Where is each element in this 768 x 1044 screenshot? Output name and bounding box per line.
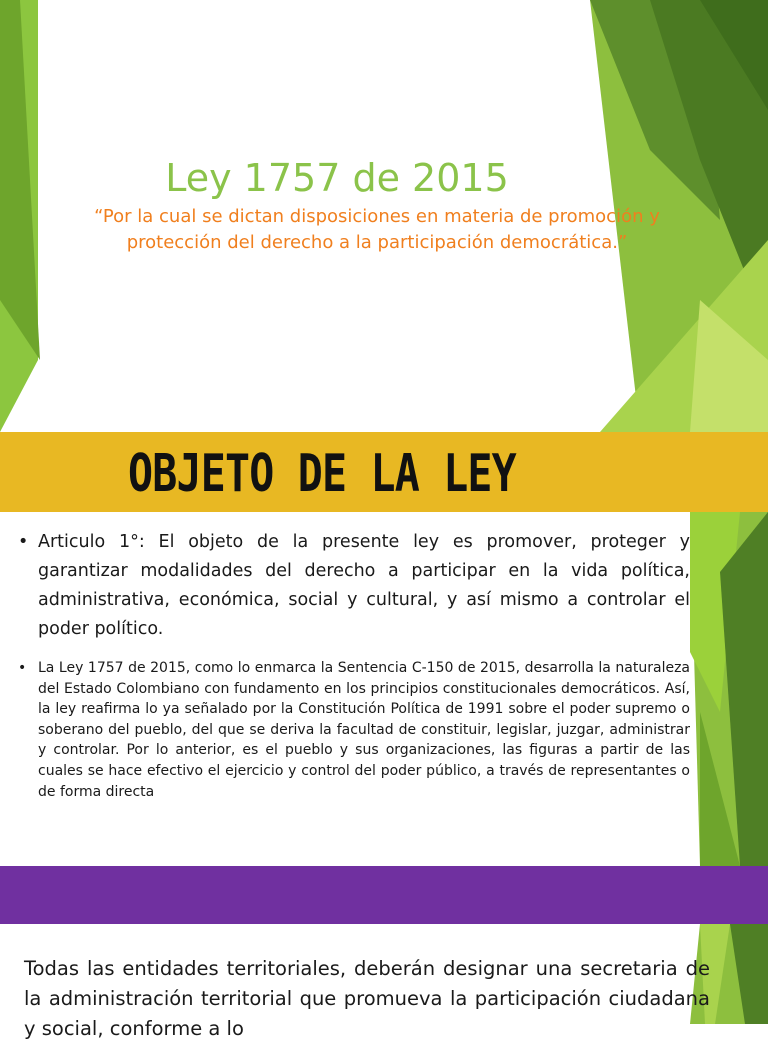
body-text: Todas las entidades territoriales, deberán designar una secretaria de la administración territorial que promueva la participación ciudadana y social, conforme a lo [24, 957, 710, 1040]
bullet-item: • Articulo 1°: El objeto de la presente ley es promover, proteger y garantizar modalidades del derecho a participar en la vida política, administrativa, económica, social y cultural, y así mismo a controlar el poder político. [18, 528, 690, 644]
title-slide [0, 0, 768, 432]
slide-title: Ley 1757 de 2015 [165, 156, 509, 200]
bullet-item: • La Ley 1757 de 2015, como lo enmarca la Sentencia C-150 de 2015, desarrolla la naturaleza del Estado Colombiano con fundamento en los principios constitucionales democráticos. Así, la ley reafirma lo ya señalado por la Constitución Política de 1991 sobre el poder supremo o soberano del pueblo, del que se deriva la facultad de constituir, legislar, juzgar, administrar y controlar. Por lo anterior, es el pueblo y sus organizaciones, las figuras a partir de las cuales se hace efectivo el ejercicio y control del poder público, a través de representantes o de forma directa [18, 658, 690, 802]
section-heading: OBJETO DE LA LEY [128, 444, 516, 504]
header-band [0, 432, 768, 512]
bullet-list [18, 528, 690, 802]
slide-subtitle: “Por la cual se dictan disposiciones en materia de promoción y protección del derecho a la participación democrática.” [94, 206, 660, 253]
content-slide [0, 512, 768, 866]
text-slide [0, 924, 768, 1040]
divider-band [0, 866, 768, 924]
